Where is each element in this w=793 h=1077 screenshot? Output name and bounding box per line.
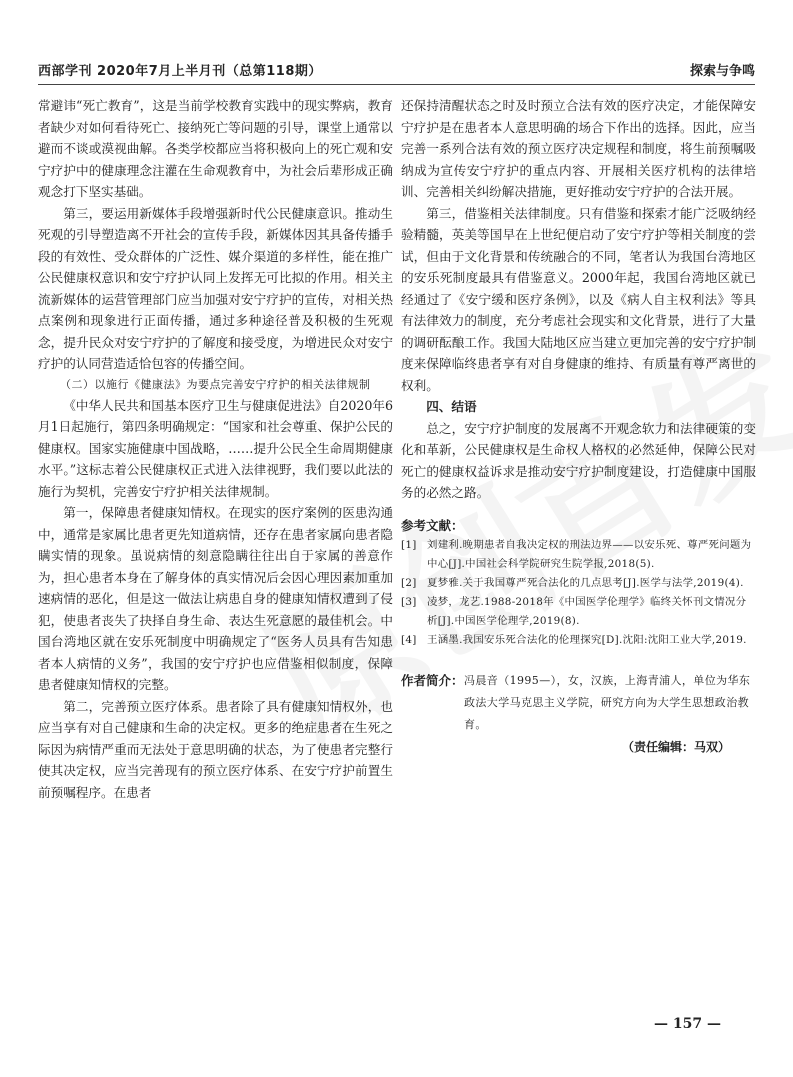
reference-item — [401, 631, 756, 650]
reference-number: [4] — [401, 633, 417, 646]
reference-text: 夏梦雅.关于我国尊严死合法化的几点思考[J].医学与法学,2019(4). — [427, 576, 744, 589]
author-bio — [401, 670, 756, 736]
journal-title: 西部学刊 2020年7月上半月刊（总第118期） — [38, 64, 322, 79]
paragraph: 总之，安宁疗护制度的发展离不开观念软力和法律硬策的变化和革新，公民健康权是生命权人格权的必然延伸，保障公民对死亡的健康权益诉求是推动安宁疗护制度建设，打造健康中国服务的必然之路。 — [401, 420, 756, 500]
paragraph: 第二，完善预立医疗体系。患者除了具有健康知情权外，也应当享有对自己健康和生命的决定权。更多的绝症患者在生死之际因为病情严重而无法处于意思明确的状态，为了使患者完整行使其决定权，应当完善现有的预立医疗体系、在安宁疗护前置生前预嘱程序。在患者 — [38, 698, 393, 800]
paragraph: 常避讳“死亡教育”，这是当前学校教育实践中的现实弊病，教育者缺少对如何看待死亡、接纳死亡等问题的引导，课堂上通常以避而不谈或漠视曲解。各类学校都应当将积极向上的死亡观和安宁疗护中的健康理念注灌在生命观教育中，为社会后辈形成正确观念打下坚实基础。 — [38, 98, 393, 199]
right-column — [401, 95, 756, 758]
header-rule — [38, 84, 755, 85]
left-column — [38, 95, 393, 803]
section-heading: 四、结语 — [426, 399, 477, 414]
reference-number: [3] — [401, 595, 417, 608]
page-header — [38, 58, 755, 80]
paragraph: 《中华人民共和国基本医疗卫生与健康促进法》自2020年6月1日起施行，第四条明确规定：“国家和社会尊重、保护公民的健康权。国家实施健康中国战略，……提升公民全生命周期健康水平。”这标志着公民健康权正式进入法律视野，我们要以此法的施行为契机，完善安宁疗护相关法律规制。 — [38, 397, 393, 499]
reference-number: [2] — [401, 576, 417, 589]
author-label: 作者简介： — [401, 672, 464, 688]
paragraph: 第一，保障患者健康知情权。在现实的医疗案例的医患沟通中，通常是家属比患者更先知道病情，还存在患者家属向患者隐瞒实情的现象。虽说病情的刻意隐瞒往往出自于家属的善意作为，担心患者本身在了解身体的真实情况后会因心理因素加重加速病情的恶化，但是这一做法让病患自身的健康知情权遭到了侵犯，使患者丧失了抉择自身生命、表达生死意愿的最佳机会。中国台湾地区就在安乐死制度中明确规定了“医务人员具有告知患者本人病情的义务”，我国的安宁疗护也应借鉴相似制度，保障患者健康知情权的完整。 — [38, 505, 393, 692]
editor-credit: （责任编辑：马双） — [621, 739, 730, 754]
reference-item — [401, 574, 756, 593]
reference-text: 刘建利.晚期患者自我决定权的刑法边界——以安乐死、尊严死问题为中心[J].中国社会科学院研究生院学报,2018(5). — [427, 538, 752, 570]
paragraph: 还保持清醒状态之时及时预立合法有效的医疗决定，才能保障安宁疗护是在患者本人意思明确的场合下作出的选择。因此，应当完善一系列合法有效的预立医疗决定规程和制度，将生前预嘱吸纳成为宣传安宁疗护的重点内容、开展相关医疗机构的法律培训、完善相关纠纷解决措施，更好推动安宁疗护的合法开展。 — [401, 98, 756, 199]
references-title: 参考文献： — [401, 517, 464, 533]
subsection-heading: （二）以施行《健康法》为要点完善安宁疗护的相关法律规制 — [60, 377, 371, 391]
author-text: 冯晨音（1995—），女，汉族，上海青浦人，单位为华东政法大学马克思主义学院，研究方向为大学生思想政治教育。 — [464, 673, 751, 731]
reference-list — [401, 536, 756, 650]
reference-text: 王涵墨.我国安乐死合法化的伦理探究[D].沈阳:沈阳工业大学,2019. — [427, 633, 747, 646]
paragraph: 第三，要运用新媒体手段增强新时代公民健康意识。推动生死观的引导塑造离不开社会的宣传手段，新媒体因其具备传播手段的有效性、受众群体的广泛性、媒介渠道的多样性，能在推广公民健康权意识和安宁疗护认同上发挥无可比拟的作用。相关主流新媒体的运营管理部门应当加强对安宁疗护的宣传，对相关热点案例和现象进行正面传播，通过多种途径普及积极的生死观念，提升民众对安宁疗护的了解度和接受度，为增进民众对安宁疗护的认同营造适恰包容的传播空间。 — [38, 205, 393, 371]
page-number: — 157 — — [654, 1016, 721, 1032]
reference-text: 凌梦，龙艺.1988-2018年《中国医学伦理学》临终关怀刊文情况分析[J].中国医学伦理学,2019(8). — [427, 595, 747, 627]
reference-item — [401, 593, 756, 631]
section-tag: 探索与争鸣 — [689, 64, 755, 79]
paragraph: 第三，借鉴相关法律制度。只有借鉴和探索才能广泛吸纳经验精髓，英美等国早在上世纪便启动了安宁疗护等相关制度的尝试，但由于文化背景和传统融合的不同，笔者认为我国台湾地区的安乐死制度最具有借鉴意义。2000年起，我国台湾地区就已经通过了《安宁缓和医疗条例》，以及《病人自主权利法》等具有法律效力的制度，充分考虑社会现实和文化背景，进行了大量的调研酝酿工作。我国大陆地区应当建立更加完善的安宁疗护制度来保障临终患者享有对自身健康的维持、有质量有尊严离世的权利。 — [401, 205, 756, 393]
reference-item — [401, 536, 756, 574]
reference-number: [1] — [401, 538, 417, 551]
